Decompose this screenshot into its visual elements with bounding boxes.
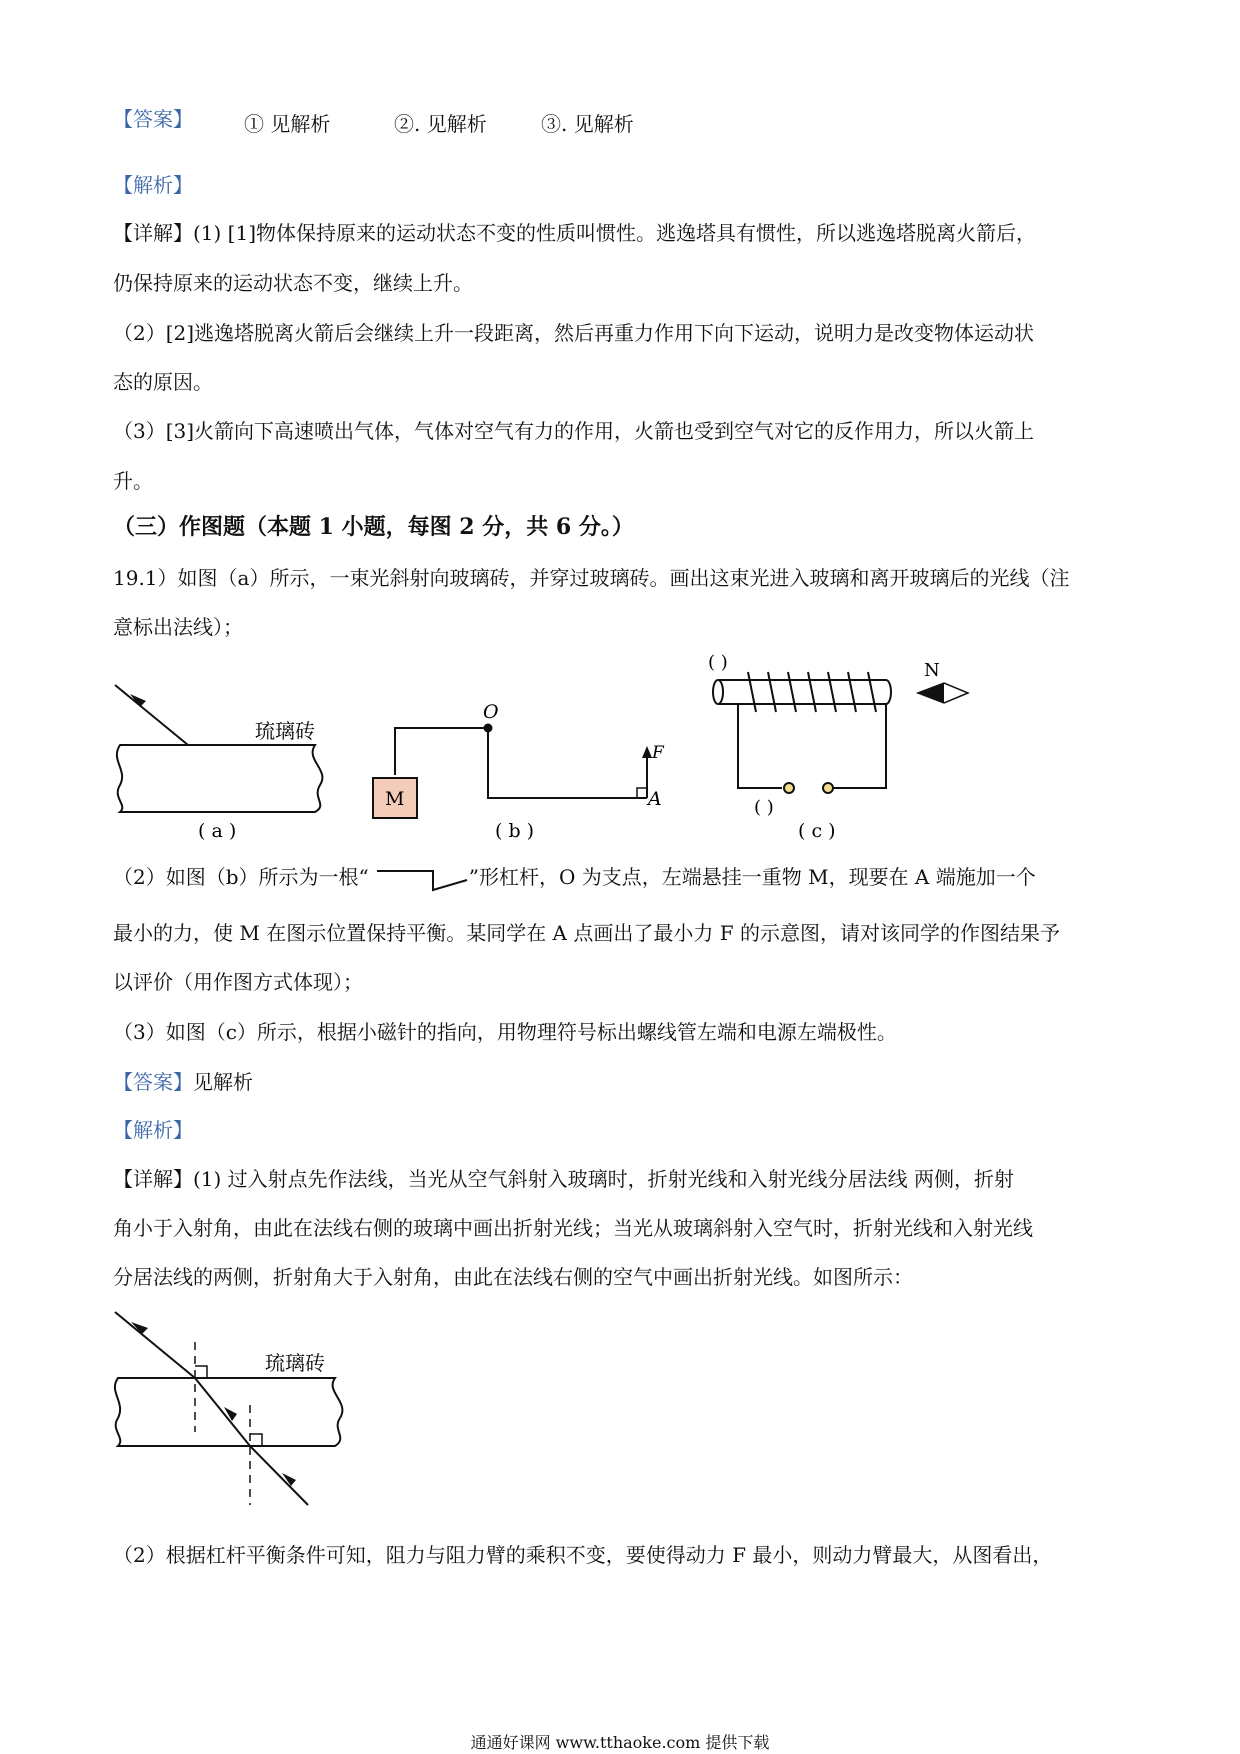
q2-prefix: （2）如图（b）所示为一根“ (113, 865, 369, 889)
question-line: 19.1）如图（a）所示，一束光斜射向玻璃砖，并穿过玻璃砖。画出这束光进入玻璃和离开玻璃后的光线（注 (113, 566, 1070, 590)
figure-a (115, 685, 322, 812)
answer2-text: 见解析 (193, 1070, 253, 1094)
detail-line: （2）根据杠杆平衡条件可知，阻力与阻力臂的乘积不变，要使得动力 F 最小，则动力臂最大，从图看出， (113, 1543, 1053, 1567)
question-line: 最小的力，使 M 在图示位置保持平衡。某同学在 A 点画出了最小力 F 的示意图，请对该同学的作图结果予 (113, 921, 1060, 945)
label-m: M (385, 788, 405, 810)
answer-item-2: ②. 见解析 (394, 112, 487, 136)
blank-bottom: ( ) (754, 797, 774, 818)
detail-line: 升。 (113, 469, 153, 493)
q2-suffix: ”形杠杆，O 为支点，左端悬挂一重物 M，现要在 A 端施加一个 (468, 865, 1036, 889)
label-o: O (483, 701, 499, 723)
question-line: （3）如图（c）所示，根据小磁针的指向，用物理符号标出螺线管左端和电源左端极性。 (113, 1020, 897, 1044)
question-line: 以评价（用作图方式体现）； (113, 970, 363, 994)
detail-line: （3）[3]火箭向下高速喷出气体，气体对空气有力的作用，火箭也受到空气对它的反作用力，所以火箭上 (113, 419, 1035, 443)
caption-b: ( b ) (495, 820, 535, 842)
figure-b (395, 725, 652, 799)
answer-item-1: ① 见解析 (244, 112, 331, 136)
answer-tag: 【答案】 (113, 107, 193, 131)
detail-line: 态的原因。 (113, 370, 213, 394)
glass-label: 琉璃砖 (255, 719, 315, 743)
caption-a: ( a ) (198, 820, 237, 842)
label-n: N (924, 660, 940, 681)
figure-c (713, 672, 891, 793)
blank-top: ( ) (708, 652, 728, 673)
detail-line: （2）[2]逃逸塔脱离火箭后会继续上升一段距离，然后再重力作用下向下运动，说明力是改变物体运动状 (113, 321, 1035, 345)
detail-line: 分居法线的两侧，折射角大于入射角，由此在法线右侧的空气中画出折射光线。如图所示： (113, 1265, 913, 1289)
lever-shape-icon (369, 866, 469, 892)
answer2-tag: 【答案】 (113, 1070, 193, 1094)
label-a: A (648, 788, 662, 810)
question-line (113, 864, 1036, 892)
label-f: F (652, 743, 664, 763)
section-heading: （三）作图题（本题 1 小题，每图 2 分，共 6 分。） (113, 514, 634, 540)
answer2 (113, 1069, 253, 1095)
question-figures (0, 650, 1240, 850)
analysis-tag: 【解析】 (113, 173, 193, 197)
caption-c: ( c ) (798, 820, 836, 842)
detail-line: 角小于入射角，由此在法线右侧的玻璃中画出折射光线；当光从玻璃斜射入空气时，折射光线和入射光线 (113, 1216, 1033, 1240)
detail-line: 【详解】(1) [1]物体保持原来的运动状态不变的性质叫惯性。逃逸塔具有惯性，所以逃逸塔脱离火箭后， (113, 221, 1037, 245)
page-footer: 通通好课网 www.tthaoke.com 提供下载 (470, 1733, 770, 1752)
analysis-tag: 【解析】 (113, 1118, 193, 1142)
answer-glass-label: 琉璃砖 (265, 1351, 325, 1375)
answer-item-3: ③. 见解析 (541, 112, 634, 136)
detail-line: 仍保持原来的运动状态不变，继续上升。 (113, 271, 473, 295)
question-line: 意标出法线）； (113, 615, 243, 639)
answer-figure (0, 1300, 400, 1520)
detail-line: 【详解】(1) 过入射点先作法线，当光从空气斜射入玻璃时，折射光线和入射光线分居法线 两侧，折射 (113, 1167, 1015, 1191)
